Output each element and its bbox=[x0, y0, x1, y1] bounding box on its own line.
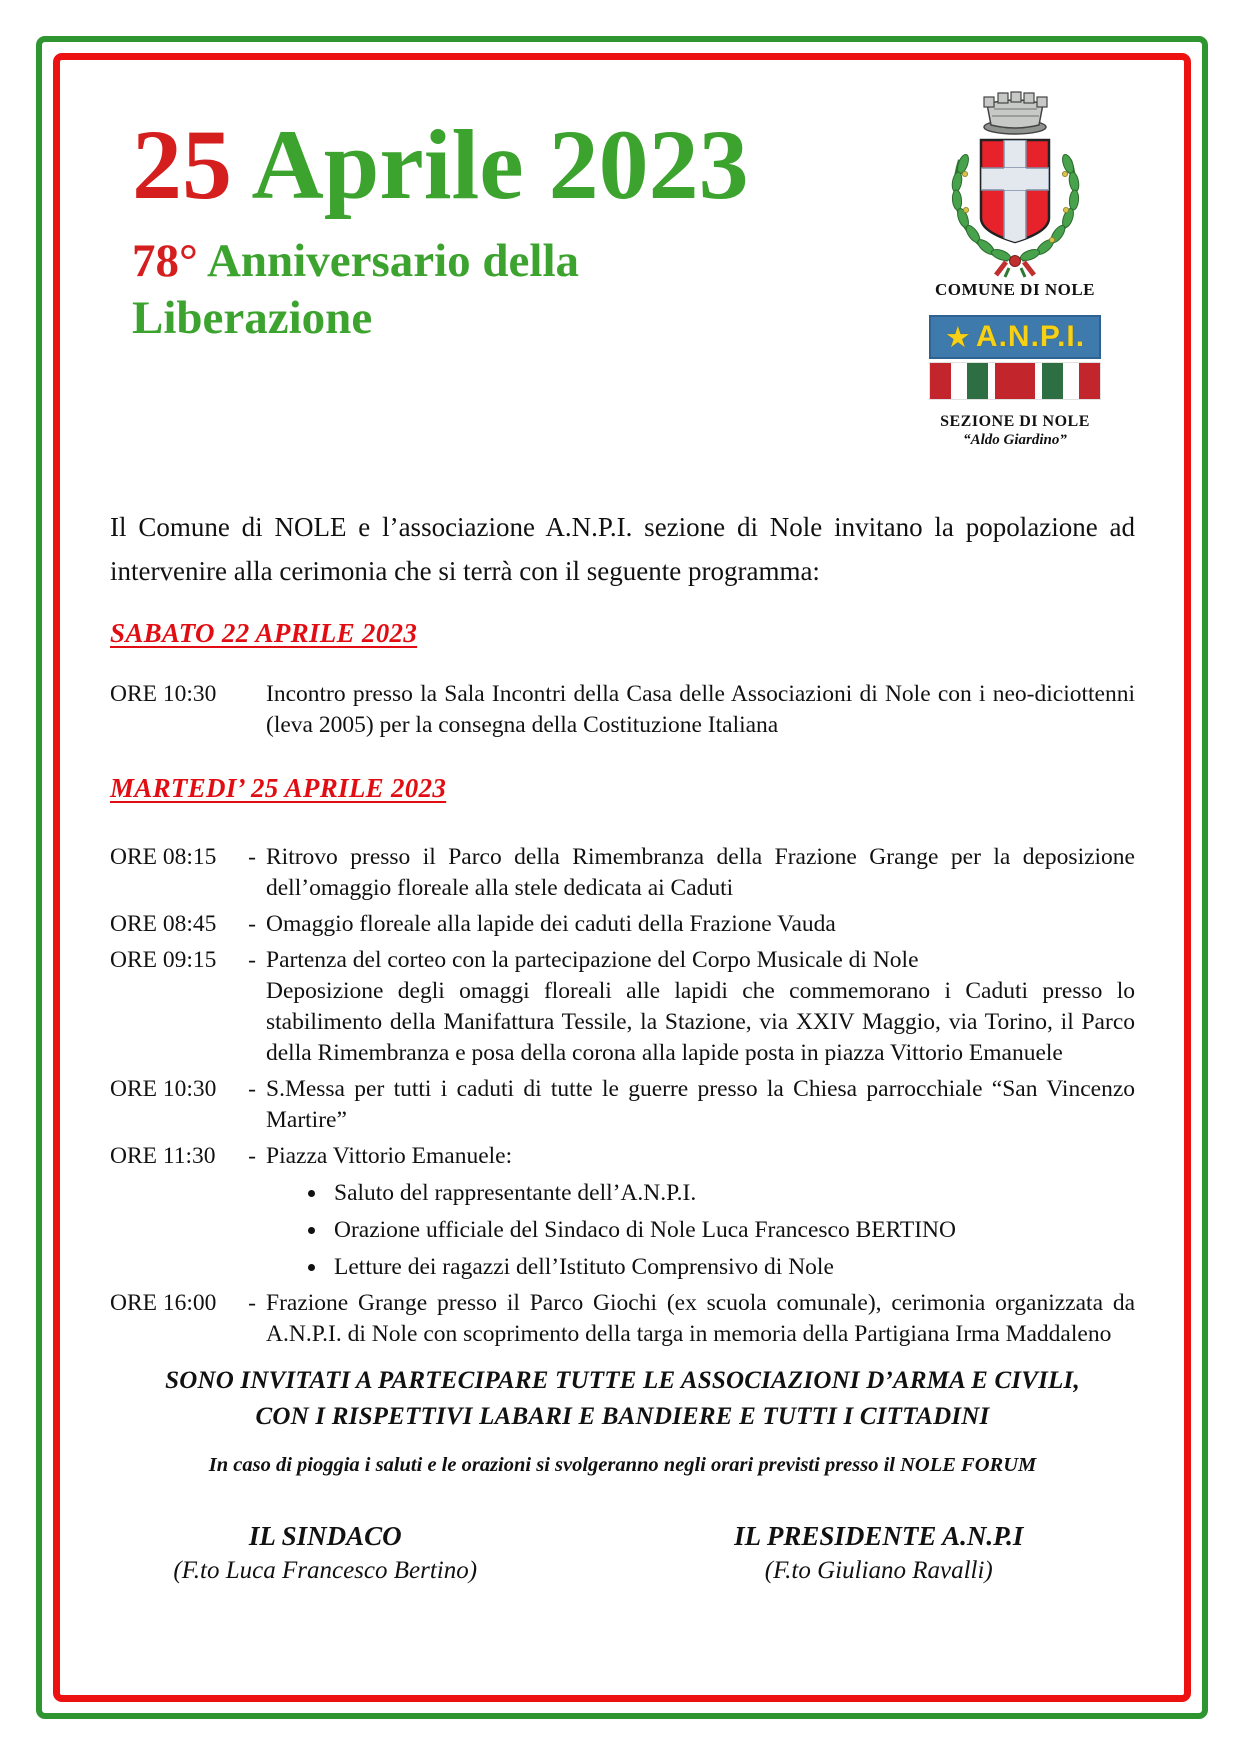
anpi-star-icon: ★ bbox=[944, 319, 971, 354]
event-dash: - bbox=[248, 1290, 256, 1316]
event-time: ORE 10:30 bbox=[110, 681, 217, 707]
event-bullet: • Orazione ufficiale del Sindaco di Nole Luca Francesco BERTINO bbox=[328, 1215, 1135, 1246]
signatures-row bbox=[110, 1521, 1135, 1585]
event-time: ORE 08:15 bbox=[110, 844, 217, 870]
rain-notice: In caso di pioggia i saluti e le orazioni si svolgeranno negli orari previsti presso il NOLE FORUM bbox=[208, 1454, 1037, 1476]
schedule-event bbox=[110, 679, 1135, 741]
event-dash bbox=[238, 679, 266, 741]
signature-role: IL PRESIDENTE A.N.P.I bbox=[734, 1521, 1024, 1551]
anpi-logo bbox=[929, 315, 1101, 400]
event-description bbox=[266, 945, 1135, 1069]
event-dash: - bbox=[248, 911, 256, 937]
signature-name: (F.to Giuliano Ravalli) bbox=[764, 1557, 993, 1584]
event-bullet: • Saluto del rappresentante dell’A.N.P.I. bbox=[328, 1178, 1135, 1209]
poster-header bbox=[110, 60, 1135, 492]
comune-caption: COMUNE DI NOLE bbox=[934, 280, 1095, 299]
event-description bbox=[266, 1141, 1135, 1283]
anpi-acronym: A.N.P.I. bbox=[975, 320, 1086, 353]
ribbon-stripe bbox=[951, 363, 967, 399]
event-time: ORE 08:45 bbox=[110, 911, 217, 937]
event-dash: - bbox=[248, 947, 256, 973]
title-block bbox=[132, 109, 749, 348]
ribbon-stripe bbox=[988, 363, 996, 399]
title-month-year: Aprile 2023 bbox=[232, 109, 749, 220]
ribbon-stripe bbox=[1079, 363, 1100, 399]
event-time: ORE 09:15 bbox=[110, 947, 217, 973]
intro-paragraph: Il Comune di NOLE e l’associazione A.N.P.I. sezione di Nole invitano la popolazione ad intervenire alla cerimonia che si terrà con il seguente programma: bbox=[110, 512, 1135, 586]
signature-role: IL SINDACO bbox=[248, 1521, 402, 1551]
invitation-notice: SONO INVITATI A PARTECIPARE TUTTE LE ASSOCIAZIONI D’ARMA E CIVILI, CON I RISPETTIVI LABARI E BANDIERE E TUTTI I CITTADINI bbox=[165, 1367, 1080, 1430]
event-time: ORE 16:00 bbox=[110, 1290, 217, 1316]
ribbon-stripe bbox=[1035, 363, 1043, 399]
tuesday-heading: MARTEDI’ 25 APRILE 2023 bbox=[110, 773, 447, 803]
event-text: Frazione Grange presso il Parco Giochi (ex scuola comunale), cerimonia organizzata da A.N.P.I. di Nole con scoprimento della targa in memoria della Partigiana Irma Maddaleno bbox=[266, 1290, 1135, 1347]
event-text: S.Messa per tutti i caduti di tutte le guerre presso la Chiesa parrocchiale “San Vincenzo Martire” bbox=[266, 1076, 1135, 1133]
event-dash: - bbox=[248, 844, 256, 870]
emblem-block bbox=[865, 78, 1165, 449]
signature-mayor bbox=[110, 1521, 541, 1585]
event-time: ORE 10:30 bbox=[110, 1076, 217, 1102]
anpi-banner bbox=[929, 315, 1101, 359]
event-dash: - bbox=[248, 1076, 256, 1102]
event-description bbox=[266, 1074, 1135, 1136]
anpi-section-caption: SEZIONE DI NOLE bbox=[940, 413, 1090, 430]
title-day: 25 bbox=[132, 109, 232, 220]
event-text: Deposizione degli omaggi floreali alle lapidi che commemorano i Caduti presso lo stabilimento della Manifattura Tessile, la Stazione, via XXIV Maggio, via Torino, il Parco della Rimembranza e posa della corona alla lapide posta in piazza Vittorio Emanuele bbox=[266, 978, 1135, 1066]
saturday-heading: SABATO 22 APRILE 2023 bbox=[110, 618, 418, 648]
anniversary-number: 78° bbox=[132, 235, 198, 287]
event-description bbox=[266, 679, 1135, 741]
event-text: Piazza Vittorio Emanuele: bbox=[266, 1143, 513, 1169]
event-text: Ritrovo presso il Parco della Rimembranza della Frazione Grange per la deposizione dell’omaggio floreale alla stele dedicata ai Caduti bbox=[266, 844, 1135, 901]
event-dash: - bbox=[248, 1143, 256, 1169]
schedule-event bbox=[110, 842, 1135, 904]
anniversary-text: Anniversario della bbox=[197, 235, 580, 287]
anpi-section-name: “Aldo Giardino” bbox=[963, 432, 1067, 448]
anpi-tricolor-ribbon bbox=[929, 362, 1101, 400]
ribbon-stripe bbox=[1042, 363, 1062, 399]
schedule-event bbox=[110, 909, 1135, 940]
event-text: Incontro presso la Sala Incontri della Casa delle Associazioni di Nole con i neo-diciottenni (leva 2005) per la consegna della Costituzione Italiana bbox=[266, 681, 1135, 738]
signature-anpi-president bbox=[623, 1521, 1136, 1585]
schedule-event bbox=[110, 945, 1135, 1069]
event-bullet-list bbox=[266, 1178, 1135, 1283]
event-text: Partenza del corteo con la partecipazione del Corpo Musicale di Nole bbox=[266, 947, 919, 973]
comune-coat-of-arms-icon bbox=[908, 78, 1123, 278]
schedule-event bbox=[110, 1074, 1135, 1136]
main-title bbox=[132, 109, 749, 220]
event-description bbox=[266, 1288, 1135, 1350]
schedule-event bbox=[110, 1288, 1135, 1350]
anniversary-subtitle bbox=[132, 233, 749, 348]
event-time: ORE 11:30 bbox=[110, 1143, 216, 1169]
event-description bbox=[266, 842, 1135, 904]
ribbon-stripe bbox=[1063, 363, 1079, 399]
schedule-event bbox=[110, 1141, 1135, 1283]
event-description bbox=[266, 909, 1135, 940]
ribbon-stripe bbox=[967, 363, 987, 399]
poster-content bbox=[110, 60, 1135, 1585]
ribbon-stripe bbox=[995, 363, 1034, 399]
event-bullet: • Letture dei ragazzi dell’Istituto Comprensivo di Nole bbox=[328, 1252, 1135, 1283]
event-text: Omaggio floreale alla lapide dei caduti della Frazione Vauda bbox=[266, 911, 836, 937]
anniversary-line2: Liberazione bbox=[132, 292, 373, 345]
ribbon-stripe bbox=[930, 363, 951, 399]
signature-name: (F.to Luca Francesco Bertino) bbox=[173, 1557, 478, 1584]
